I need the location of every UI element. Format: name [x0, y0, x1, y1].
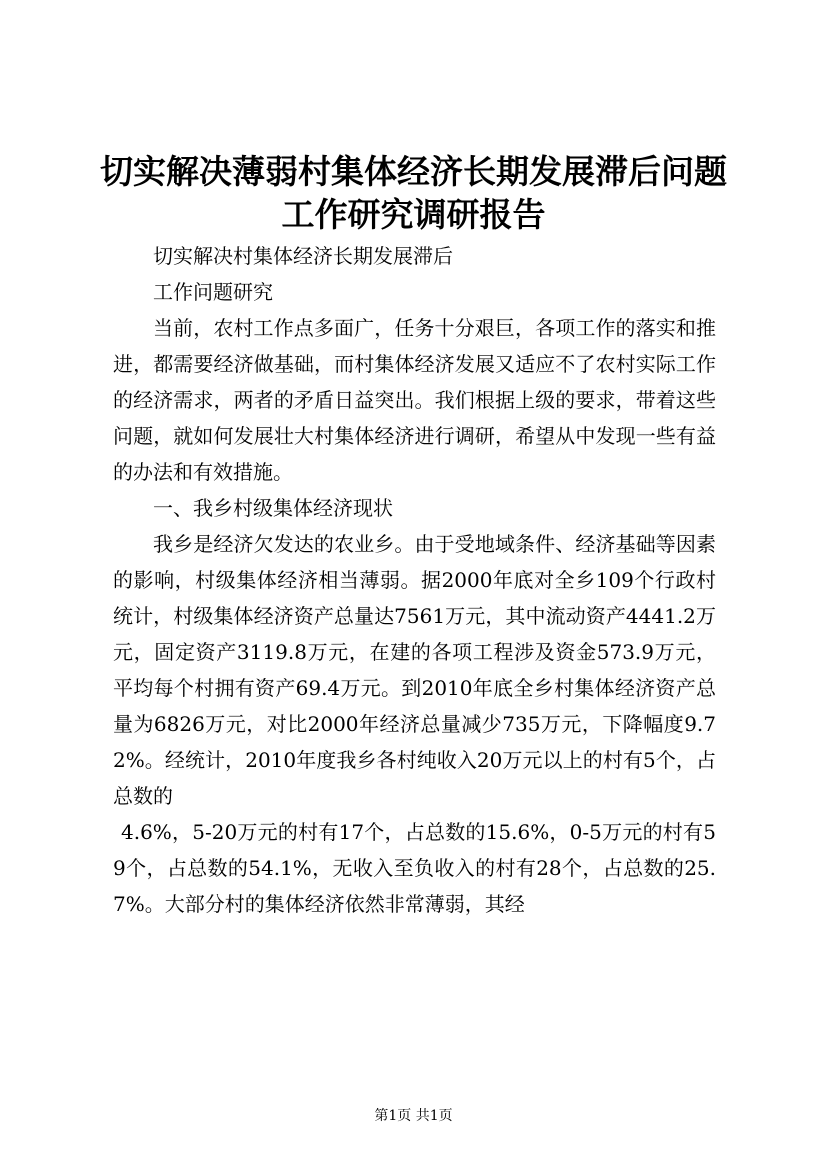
paragraph-statistics: 4.6%，5-20万元的村有17个，占总数的15.6%，0-5万元的村有59个，占总数的54.1%，无收入至负收入的村有28个，占总数的25.7%。大部分村的集体经济依然非常薄弱，其经 [113, 820, 716, 916]
subtitle-line-2: 工作问题研究 [153, 280, 273, 304]
paragraph-intro: 当前，农村工作点多面广，任务十分艰巨，各项工作的落实和推进，都需要经济做基础，而村集体经济发展又适应不了农村实际工作的经济需求，两者的矛盾日益突出。我们根据上级的要求，带着这些问题，就如何发展壮大村集体经济进行调研，希望从中发现一些有益的办法和有效措施。 [113, 316, 716, 484]
document-title: 切实解决薄弱村集体经济长期发展滞后问题工作研究调研报告 [100, 152, 727, 234]
document-body [113, 238, 716, 922]
section-heading-1: 一、我乡村级集体经济现状 [153, 496, 393, 520]
page-footer: 第1页 共1页 [374, 1108, 453, 1124]
subtitle-line-1: 切实解决村集体经济长期发展滞后 [153, 244, 453, 268]
paragraph-status: 我乡是经济欠发达的农业乡。由于受地域条件、经济基础等因素的影响，村级集体经济相当薄弱。据2000年底对全乡109个行政村统计，村级集体经济资产总量达7561万元，其中流动资产4441.2万元，固定资产3119.8万元，在建的各项工程涉及资金573.9万元，平均每个村拥有资产69.4万元。到2010年底全乡村集体经济资产总量为6826万元，对比2000年经济总量减少735万元，下降幅度9.72%。经统计，2010年度我乡各村纯收入20万元以上的村有5个，占总数的 [113, 532, 716, 808]
